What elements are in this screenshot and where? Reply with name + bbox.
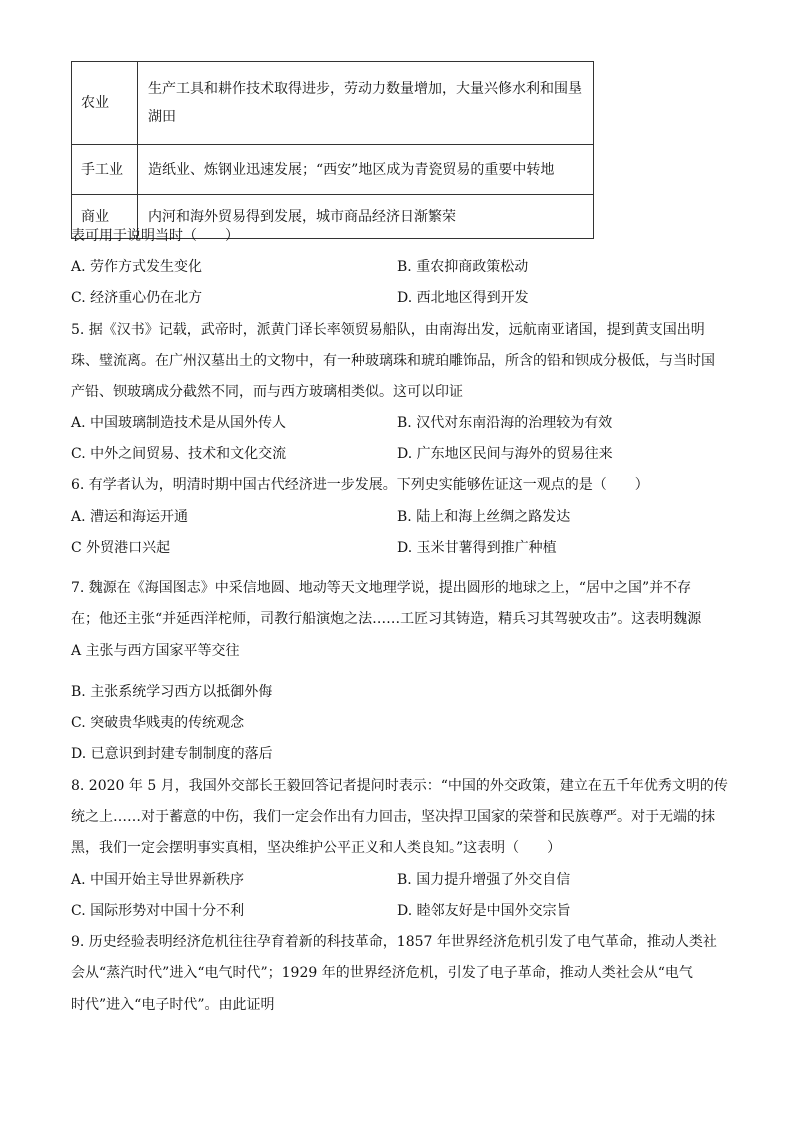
question-7-option-c: C. 突破贵华贱夷的传统观念 xyxy=(71,715,245,731)
question-4-stem: 表可用于说明当时（ ） xyxy=(71,228,239,244)
question-6-stem: 6. 有学者认为，明清时期中国古代经济进一步发展。下列史实能够佐证这一观点的是（ ） xyxy=(71,477,649,493)
table-row-value: 生产工具和耕作技术取得进步，劳动力数量增加，大量兴修水利和围垦湖田 xyxy=(138,62,594,145)
question-4-option-b: B. 重农抑商政策松动 xyxy=(397,259,529,275)
table-row-value: 内河和海外贸易得到发展，城市商品经济日渐繁荣 xyxy=(138,195,594,239)
table-row xyxy=(72,145,594,195)
question-9-text-line-1: 9. 历史经验表明经济危机往往孕育着新的科技革命，1857 年世界经济危机引发了电气革命，推动人类社 xyxy=(71,934,717,950)
question-5-option-c: C. 中外之间贸易、技术和文化交流 xyxy=(71,446,287,462)
question-8-option-d: D. 睦邻友好是中国外交宗旨 xyxy=(397,903,571,919)
question-5-text-line-3: 产铅、钡玻璃成分截然不同，而与西方玻璃相类似。这可以印证 xyxy=(71,384,463,400)
question-5-option-a: A. 中国玻璃制造技术是从国外传人 xyxy=(71,415,287,431)
question-5-option-b: B. 汉代对东南沿海的治理较为有效 xyxy=(397,415,613,431)
table-row xyxy=(72,62,594,145)
table-row-key: 农业 xyxy=(72,62,138,145)
question-4-option-c: C. 经济重心仍在北方 xyxy=(71,290,203,306)
question-8-text-line-1: 8. 2020 年 5 月，我国外交部长王毅回答记者提问时表示：“中国的外交政策，建立在五千年优秀文明的传 xyxy=(71,778,728,794)
question-6-option-c: C 外贸港口兴起 xyxy=(71,540,171,556)
question-6-option-d: D. 玉米甘薯得到推广种植 xyxy=(397,540,557,556)
question-9-text-line-2: 会从“蒸汽时代”进入“电气时代”；1929 年的世界经济危机，引发了电子革命，推动人类社会从“电气 xyxy=(71,965,693,981)
question-6-option-b: B. 陆上和海上丝绸之路发达 xyxy=(397,509,571,525)
question-5-text-line-2: 珠、璧流离。在广州汉墓出土的文物中，有一种玻璃珠和琥珀雕饰品，所含的铅和钡成分极低，与当时国 xyxy=(71,353,715,369)
question-4-option-d: D. 西北地区得到开发 xyxy=(397,290,529,306)
question-8-text-line-3: 黑，我们一定会摆明事实真相，坚决维护公平正义和人类良知。”这表明（ ） xyxy=(71,840,562,856)
question-9-text-line-3: 时代”进入“电子时代”。由此证明 xyxy=(71,997,275,1013)
question-6-option-a: A. 漕运和海运开通 xyxy=(71,509,189,525)
table-row-value: 造纸业、炼钢业迅速发展；“西安”地区成为青瓷贸易的重要中转地 xyxy=(138,145,594,195)
table-row-key: 手工业 xyxy=(72,145,138,195)
question-8-option-b: B. 国力提升增强了外交自信 xyxy=(397,872,571,888)
question-8-option-c: C. 国际形势对中国十分不利 xyxy=(71,903,245,919)
question-5-text-line-1: 5. 据《汉书》记载，武帝时，派黄门译长率领贸易船队，由南海出发，远航南亚诸国，提到黄支国出明 xyxy=(71,322,705,338)
question-7-text-line-2: 在；他还主张“并延西洋柁师，司教行船演炮之法……工匠习其铸造，精兵习其驾驶攻击”。这表明魏源 xyxy=(71,611,702,627)
question-4-option-a: A. 劳作方式发生变化 xyxy=(71,259,203,275)
question-7-option-d: D. 已意识到封建专制制度的落后 xyxy=(71,746,273,762)
question-8-option-a: A. 中国开始主导世界新秩序 xyxy=(71,872,245,888)
question-7-option-b: B. 主张系统学习西方以抵御外侮 xyxy=(71,684,273,700)
question-7-text-line-1: 7. 魏源在《海国图志》中采信地圆、地动等天文地理学说，提出圆形的地球之上，“居中之国”并不存 xyxy=(71,580,692,596)
economy-table xyxy=(71,61,594,239)
question-5-option-d: D. 广东地区民间与海外的贸易往来 xyxy=(397,446,613,462)
question-8-text-line-2: 统之上……对于蓄意的中伤，我们一定会作出有力回击，坚决捍卫国家的荣誉和民族尊严。对于无端的抹 xyxy=(71,809,715,825)
question-7-option-a: A 主张与西方国家平等交往 xyxy=(71,643,240,659)
table-row-key: 商业 xyxy=(72,195,138,239)
